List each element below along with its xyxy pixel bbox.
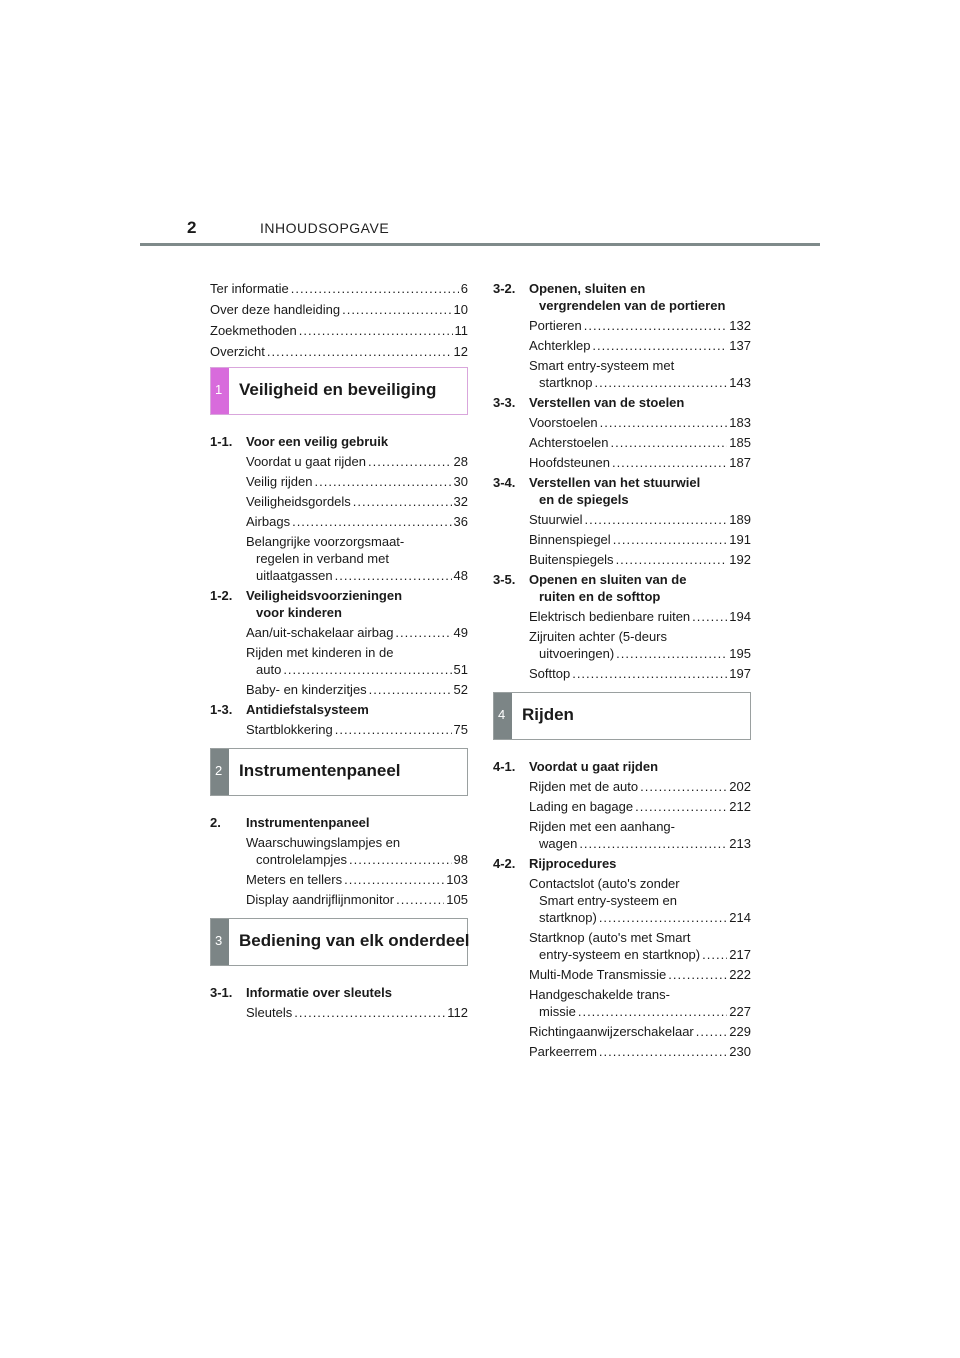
toc-column-right — [493, 280, 751, 1063]
section-heading[interactable]: 3-1. Informatie over sleutels — [210, 985, 392, 1000]
page-title: INHOUDSOPGAVE — [260, 220, 390, 236]
header-rule — [140, 243, 820, 246]
chapter-tab: 3 — [211, 919, 229, 965]
toc-entry[interactable]: Buitenspiegels ..... 192 — [529, 551, 751, 568]
toc-entry[interactable]: Ter informatie ..... 6 — [210, 280, 468, 297]
toc-entry[interactable]: Richtingaanwijzerschakelaar ..... 229 — [529, 1023, 751, 1040]
section-heading[interactable]: 1-2. Veiligheidsvoorzieningen voor kinderen — [210, 588, 403, 620]
section-heading[interactable]: 4-1. Voordat u gaat rijden — [493, 759, 659, 774]
section-heading[interactable]: 4-2. Rijprocedures — [493, 856, 617, 871]
toc-column-left — [210, 280, 468, 1024]
toc-entry[interactable]: Belangrijke voorzorgsmaat- regelen in verband met uitlaatgassen ..... 48 — [246, 533, 468, 584]
section-heading[interactable]: 3-2. Openen, sluiten en vergrendelen van de portieren — [493, 281, 726, 313]
chapter-title: Rijden — [522, 705, 574, 724]
toc-entry[interactable]: Airbags ..... 36 — [246, 513, 468, 530]
section-heading[interactable]: 3-5. Openen en sluiten van de ruiten en de softtop — [493, 572, 687, 604]
section-heading[interactable]: 3-4. Verstellen van het stuurwiel en de spiegels — [493, 475, 701, 507]
toc-entry[interactable]: Lading en bagage ..... 212 — [529, 798, 751, 815]
toc-entry[interactable]: Rijden met kinderen in de auto ..... 51 — [246, 644, 468, 678]
toc-entry[interactable]: Smart entry-systeem met startknop ..... 143 — [529, 357, 751, 391]
toc-entry[interactable]: Stuurwiel ..... 189 — [529, 511, 751, 528]
page-header — [140, 214, 820, 246]
toc-entry[interactable]: Over deze handleiding ..... 10 — [210, 301, 468, 318]
toc-entry[interactable]: Multi-Mode Transmissie ..... 222 — [529, 966, 751, 983]
intro-list — [210, 280, 468, 360]
chapter-title: Instrumentenpaneel — [239, 761, 401, 780]
chapter-tab: 2 — [211, 749, 229, 795]
chapter-2-header[interactable] — [210, 748, 468, 796]
chapter-title: Veiligheid en beveiliging — [239, 380, 437, 399]
toc-entry[interactable]: Zoekmethoden ..... 11 — [210, 322, 468, 339]
section-heading[interactable]: 1-3. Antidiefstalsysteem — [210, 702, 369, 717]
section-heading[interactable]: 1-1. Voor een veilig gebruik — [210, 434, 389, 449]
toc-entry[interactable]: Veilig rijden ..... 30 — [246, 473, 468, 490]
toc-entry[interactable]: Aan/uit-schakelaar airbag ..... 49 — [246, 624, 468, 641]
toc-entry[interactable]: Sleutels ..... 112 — [246, 1004, 468, 1021]
chapter-1-header[interactable] — [210, 367, 468, 415]
chapter-tab: 1 — [211, 368, 229, 414]
page-number: 2 — [187, 218, 197, 237]
toc-entry[interactable]: Display aandrijflijnmonitor ..... 105 — [246, 891, 468, 908]
toc-entry[interactable]: Handgeschakelde trans- missie ..... 227 — [529, 986, 751, 1020]
chapter-tab: 4 — [494, 693, 512, 739]
chapter-4-header[interactable] — [493, 692, 751, 740]
toc-entry[interactable]: Parkeerrem ..... 230 — [529, 1043, 751, 1060]
toc-entry[interactable]: Achterklep ..... 137 — [529, 337, 751, 354]
toc-entry[interactable]: Voorstoelen ..... 183 — [529, 414, 751, 431]
toc-entry[interactable]: Achterstoelen ..... 185 — [529, 434, 751, 451]
toc-entry[interactable]: Meters en tellers ..... 103 — [246, 871, 468, 888]
toc-entry[interactable]: Voordat u gaat rijden ..... 28 — [246, 453, 468, 470]
toc-entry[interactable]: Overzicht ..... 12 — [210, 343, 468, 360]
toc-entry[interactable]: Binnenspiegel ..... 191 — [529, 531, 751, 548]
toc-entry[interactable]: Portieren ..... 132 — [529, 317, 751, 334]
toc-entry[interactable]: Contactslot (auto's zonder Smart entry-systeem en startknop) ..... 214 — [529, 875, 751, 926]
toc-entry[interactable]: Zijruiten achter (5-deurs uitvoeringen) ..... 195 — [529, 628, 751, 662]
section-heading[interactable]: 2. Instrumentenpaneel — [210, 815, 370, 830]
toc-entry[interactable]: Baby- en kinderzitjes ..... 52 — [246, 681, 468, 698]
chapter-title: Bediening van elk onderdeel — [239, 931, 470, 950]
section-heading[interactable]: 3-3. Verstellen van de stoelen — [493, 395, 685, 410]
toc-entry[interactable]: Veiligheidsgordels ..... 32 — [246, 493, 468, 510]
chapter-3-header[interactable] — [210, 918, 468, 966]
toc-entry[interactable]: Softtop ..... 197 — [529, 665, 751, 682]
toc-entry[interactable]: Startblokkering ..... 75 — [246, 721, 468, 738]
toc-entry[interactable]: Waarschuwingslampjes en controlelampjes ..... 98 — [246, 834, 468, 868]
toc-entry[interactable]: Startknop (auto's met Smart entry-systeem en startknop) ..... 217 — [529, 929, 751, 963]
toc-entry[interactable]: Hoofdsteunen ..... 187 — [529, 454, 751, 471]
toc-entry[interactable]: Rijden met een aanhang- wagen ..... 213 — [529, 818, 751, 852]
toc-entry[interactable]: Elektrisch bedienbare ruiten ..... 194 — [529, 608, 751, 625]
toc-entry[interactable]: Rijden met de auto ..... 202 — [529, 778, 751, 795]
